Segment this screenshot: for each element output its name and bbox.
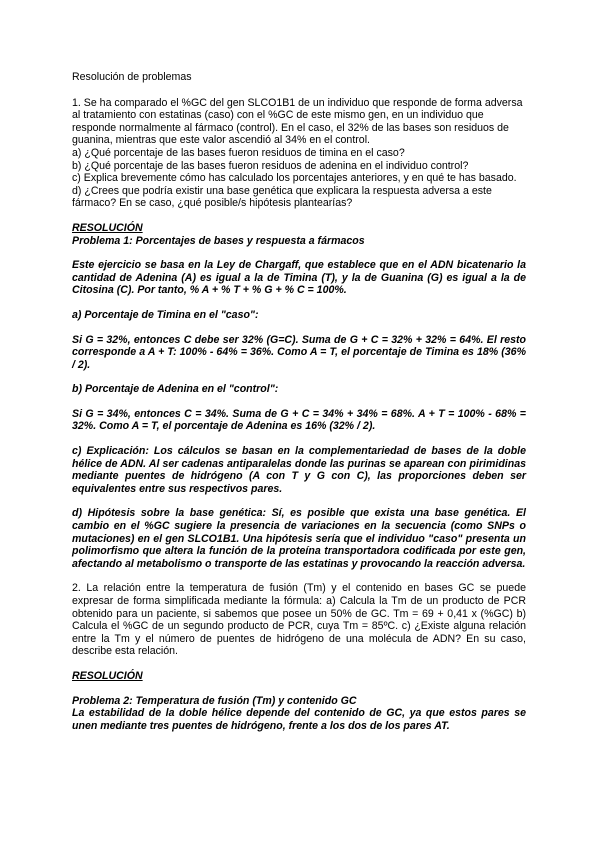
resolution-1-heading: RESOLUCIÓN (72, 221, 143, 234)
problem-2-intro: 2. La relación entre la temperatura de fusión (Tm) y el contenido en bases GC se puede expresar de forma simplificada mediante la fórmula: a) Calcula la Tm de un producto de PCR obtenido para un paciente, si sabemos que posee un 50% de GC. Tm = 69 + 0,41 x (%GC) b) Calcula el %GC de un segundo producto de PCR, cuya Tm = 85ºC. c) ¿Existe alguna relación entre la Tm y el número de puentes de hidrógeno de una molécula de ADN? En su caso, describe esta relación. (72, 582, 526, 658)
resolution-2-heading: RESOLUCIÓN (72, 669, 143, 682)
problem-1-question-d: d) ¿Crees que podría existir una base genética que explicara la respuesta adversa a este fármaco? En se caso, ¿qué posible/s hipótesis plantearías? (72, 184, 492, 210)
resolution-1-subheading: Problema 1: Porcentajes de bases y respuesta a fármacos (72, 234, 365, 247)
resolution-2 (72, 670, 526, 732)
problem-1-question-b: b) ¿Qué porcentaje de las bases fueron residuos de adenina en el individuo control? (72, 159, 469, 172)
document-body (72, 71, 526, 732)
problem-2 (72, 582, 526, 658)
problem-1-question-c: c) Explica brevemente cómo has calculado los porcentajes anteriores, y en qué te has basado. (72, 172, 517, 185)
answer-b-title: b) Porcentaje de Adenina en el "control": (72, 383, 279, 396)
problem-1 (72, 97, 526, 210)
resolution-2-subheading: Problema 2: Temperatura de fusión (Tm) y contenido GC (72, 694, 357, 707)
resolution-1 (72, 222, 526, 570)
answer-d-text: d) Hipótesis sobre la base genética: Sí, es posible que exista una base genética. El cambio en el %GC sugiere la presencia de variaciones en la secuencia (como SNPs o mutaciones) en el gen SLCO1B1. Una hipótesis sería que el individuo "caso" presenta un polimorfismo que altera la función de la proteína transportadora codificada por este gen, afectando al metabolismo o transporte de las estatinas y provocando la reacción adversa. (72, 507, 526, 570)
page-title: Resolución de problemas (72, 71, 192, 83)
resolution-2-text: La estabilidad de la doble hélice depende del contenido de GC, ya que estos pares se unen mediante tres puentes de hidrógeno, frente a los dos de los pares AT. (72, 707, 526, 732)
answer-a-text: Si G = 32%, entonces C debe ser 32% (G=C). Suma de G + C = 32% + 32% = 64%. El resto corresponde a A + T: 100% - 64% = 36%. Como A = T, el porcentaje de Timina es 18% (36% / 2). (72, 333, 526, 371)
chargaff-paragraph: Este ejercicio se basa en la Ley de Chargaff, que establece que en el ADN bicatenario la cantidad de Adenina (A) es igual a la de Timina (T), y la de Guanina (G) es igual a la de Citosina (C). Por tanto, % A + % T + % G + % C = 100%. (72, 259, 526, 297)
answer-a-title: a) Porcentaje de Timina en el "caso": (72, 308, 259, 321)
problem-1-question-a: a) ¿Qué porcentaje de las bases fueron residuos de timina en el caso? (72, 146, 405, 159)
answer-b-text: Si G = 34%, entonces C = 34%. Suma de G + C = 34% + 34% = 68%. A + T = 100% - 68% = 32%. Como A = T, el porcentaje de Adenina es 16% (32% / 2). (72, 407, 526, 433)
answer-c-text: c) Explicación: Los cálculos se basan en la complementariedad de bases de la doble hélice de ADN. Al ser cadenas antiparalelas donde las purinas se aparean con pirimidinas mediante puentes de hidrógeno (A con T y G con C), las proporciones deben ser equivalentes entre sus respectivos pares. (72, 445, 526, 495)
problem-1-intro: 1. Se ha comparado el %GC del gen SLCO1B1 de un individuo que responde de forma adversa al tratamiento con estatinas (caso) con el %GC de este mismo gen, en un individuo que responde normalmente al fármaco (control). En el caso, el 32% de las bases son residuos de guanina, mientras que este valor ascendió al 34% en el control. (72, 96, 523, 147)
